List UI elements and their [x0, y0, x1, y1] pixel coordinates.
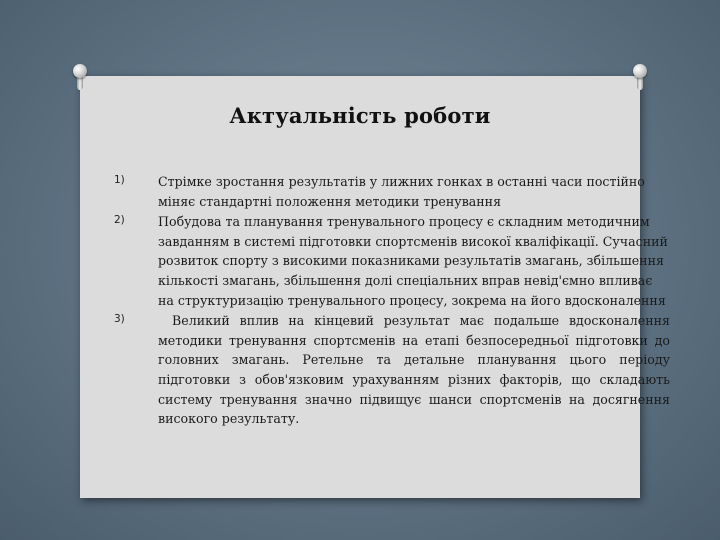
pushpin-right-icon	[633, 64, 647, 90]
list-item-number: 2)	[114, 214, 125, 227]
list-item-number: 1)	[114, 174, 125, 186]
list-item-text: Великий вплив на кінцевий результат має подальше вдосконалення методики тренування спортсменів на етапі безпосередньої підготовки до головних змагань. Ретельне та детальне планування цього періоду підготовки з обов'язковим урахуванням різних факторів, що складають систему тренування значно підвищує шанси спортсменів на досягнення високого результату.	[158, 313, 670, 427]
list-item-text: Побудова та планування тренувального процесу є складним методичним завданням в системі підготовки спортсменів високої кваліфікації. Сучасний розвиток спорту з високими показниками результатів змагань, збільшення кількості змагань, збільшення долі спеціальних вправ невід'ємно впливає на структуризацію тренувального процесу, зокрема на його вдосконалення	[158, 214, 668, 308]
slide-title: Актуальність роботи	[229, 103, 491, 128]
list-item	[80, 311, 670, 429]
pushpin-left-icon	[73, 64, 87, 90]
list-item-text: Стрімке зростання результатів у лижних гонках в останні часи постійно міняє стандартні положення методики тренування	[158, 174, 645, 209]
numbered-list	[80, 172, 670, 429]
list-item	[80, 172, 645, 211]
list-item-number: 3)	[114, 313, 125, 326]
list-item	[80, 212, 668, 310]
